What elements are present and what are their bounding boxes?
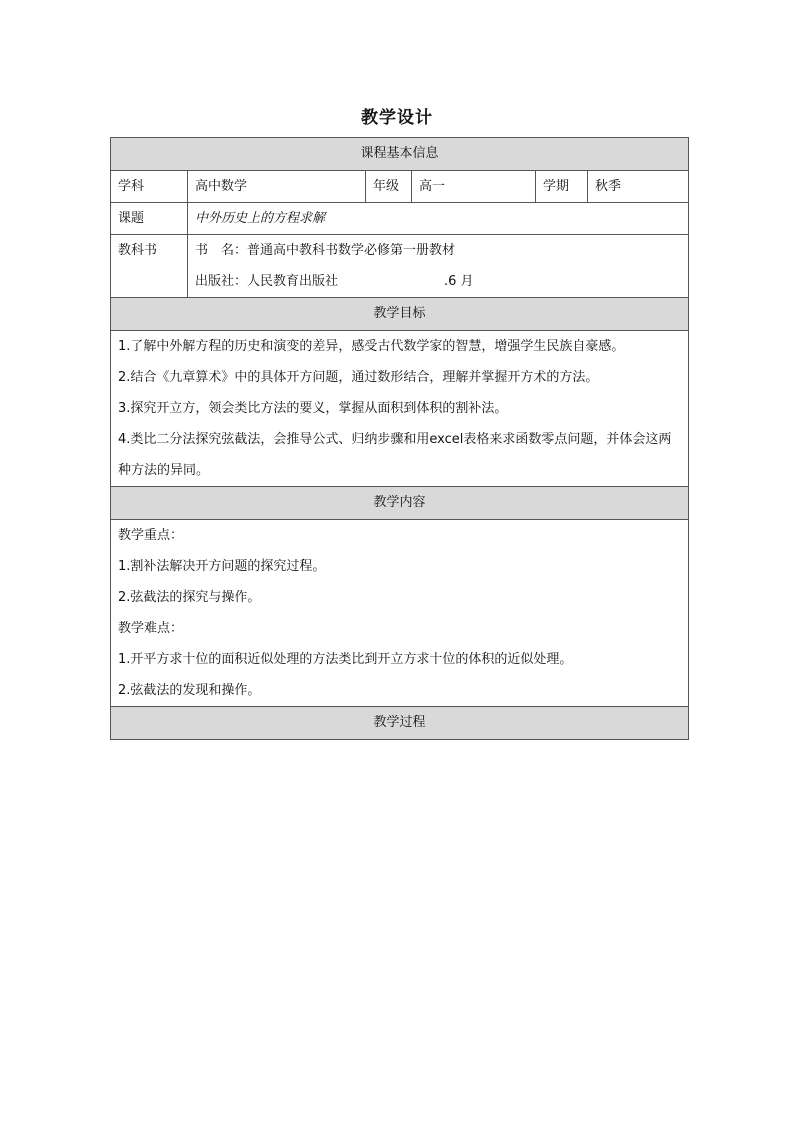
difficulty-heading: 教学难点：: [118, 620, 184, 636]
section-header-basic-info: 课程基本信息: [111, 138, 689, 171]
section-header-process: 教学过程: [111, 707, 689, 740]
publisher: 出版社：人民教育出版社: [195, 273, 339, 289]
section-goals-row: [111, 298, 689, 331]
goals-row: [111, 331, 689, 487]
textbook-row: [111, 235, 689, 298]
content-row: [111, 520, 689, 707]
document-title: 教学设计: [361, 108, 433, 128]
goal-item: 4.类比二分法探究弦截法，会推导公式、归纳步骤和用excel表格来求函数零点问题，并体会这两种方法的异同。: [118, 432, 672, 478]
goal-item: 2.结合《九章算术》中的具体开方问题，通过数形结合，理解并掌握开方术的方法。: [118, 369, 599, 385]
section-content-row: [111, 487, 689, 520]
section-header-content: 教学内容: [111, 487, 689, 520]
section-header-goals: 教学目标: [111, 298, 689, 331]
section-basic-info-row: [111, 138, 689, 171]
publisher-line: [195, 266, 681, 297]
key-point-item: 1.割补法解决开方问题的探究过程。: [118, 558, 326, 574]
subject-value: 高中数学: [188, 171, 366, 203]
grade-value: 高一: [412, 171, 536, 203]
grade-label: 年级: [366, 171, 412, 203]
publication-date: .6 月: [444, 273, 474, 289]
goal-item: 1.了解中外解方程的历史和演变的差异，感受古代数学家的智慧，增强学生民族自豪感。: [118, 338, 625, 354]
difficulty-item: 2.弦截法的发现和操作。: [118, 682, 261, 698]
lesson-plan-table: [110, 137, 689, 740]
book-name: 书 名：普通高中教科书数学必修第一册教材: [195, 242, 456, 258]
difficulty-item: 1.开平方求十位的面积近似处理的方法类比到开立方求十位的体积的近似处理。: [118, 651, 573, 667]
textbook-details: [188, 235, 689, 298]
goal-item: 3.探究开立方，领会类比方法的要义，掌握从面积到体积的割补法。: [118, 400, 508, 416]
subject-row: [111, 171, 689, 203]
subject-label: 学科: [111, 171, 188, 203]
goals-list: [111, 331, 689, 487]
topic-value: 中外历史上的方程求解: [188, 203, 689, 235]
section-process-row: [111, 707, 689, 740]
content-list: [111, 520, 689, 707]
term-value: 秋季: [588, 171, 689, 203]
topic-row: [111, 203, 689, 235]
key-point-item: 2.弦截法的探究与操作。: [118, 589, 261, 605]
topic-label: 课题: [111, 203, 188, 235]
key-points-heading: 教学重点：: [118, 527, 184, 543]
textbook-label: 教科书: [111, 235, 188, 298]
term-label: 学期: [536, 171, 588, 203]
